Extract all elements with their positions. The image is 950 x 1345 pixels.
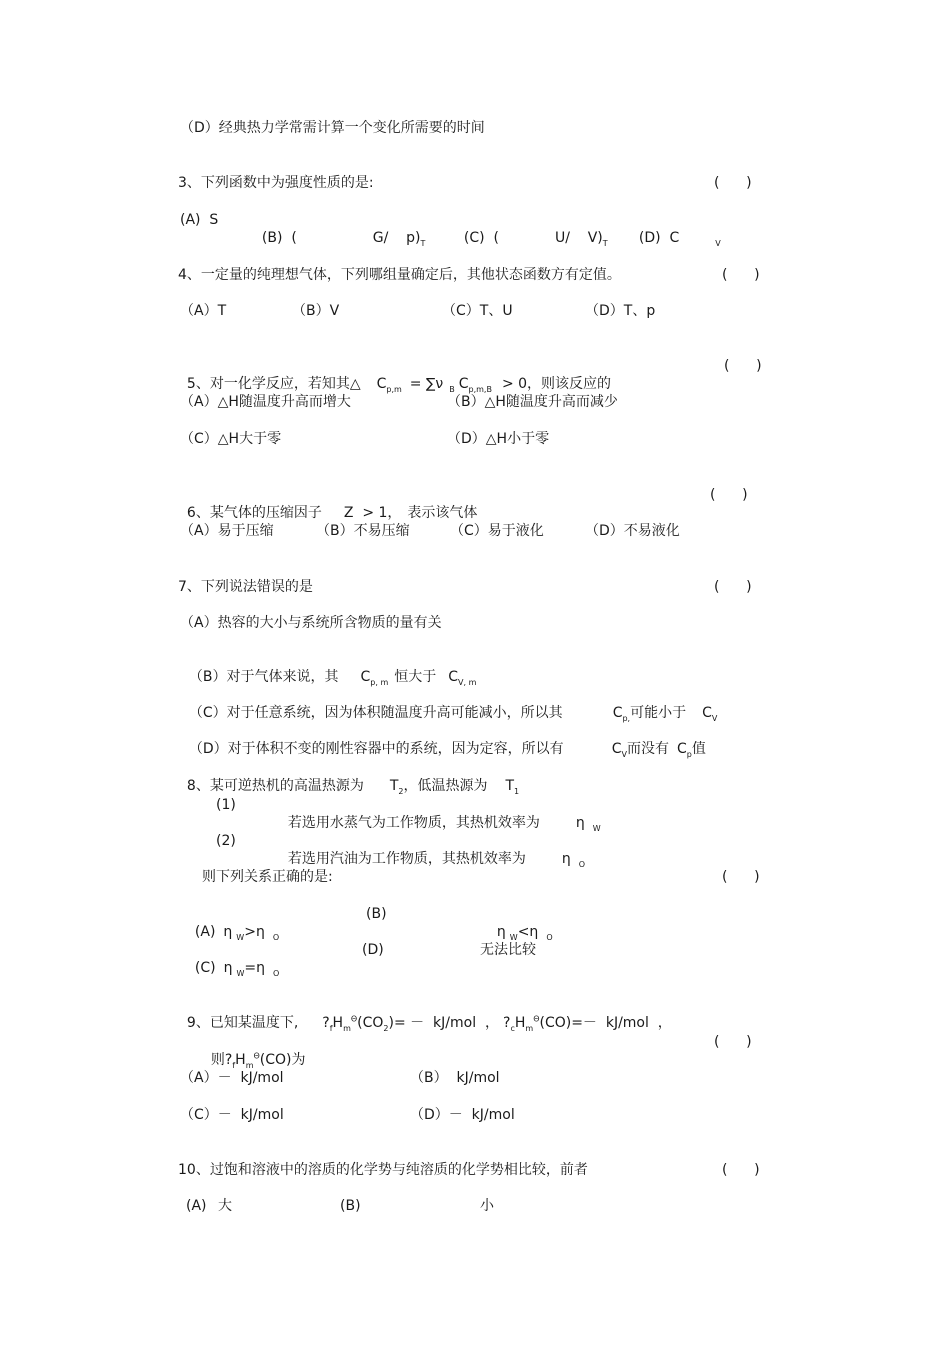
q9-r1: ? <box>322 1015 330 1031</box>
q7-option-b <box>180 650 476 686</box>
q9-r2-sup: Θ <box>533 1014 540 1024</box>
q9-ask-post: (CO)为 <box>259 1052 306 1068</box>
q3-c-pre: (C) ( <box>463 230 499 246</box>
q8-a-rel: >η <box>244 924 265 940</box>
q9-option-a: （A）－ kJ/mol <box>180 1070 284 1086</box>
q10-option-a-label: (A) <box>186 1198 207 1214</box>
q5-cp-sub: p,m <box>386 384 402 394</box>
q5-answer-bracket[interactable]: ( ) <box>724 358 762 374</box>
q8-option-c <box>186 941 279 977</box>
q3-answer-bracket[interactable]: ( ) <box>714 175 752 191</box>
q5-stem-post: > 0，则该反应的 <box>501 376 612 392</box>
q7-stem: 7、下列说法错误的是 <box>178 579 313 595</box>
q8-stem-mid: ，低温热源为 <box>403 778 488 794</box>
q8-sub1-num: (1) <box>216 797 236 813</box>
q9-ask-hsub: m <box>245 1060 254 1070</box>
q7-option-d <box>180 722 706 758</box>
q5-cp: C <box>376 376 387 392</box>
q8-sub2-body: 若选用汽油为工作物质，其热机效率为 <box>287 851 526 867</box>
q10-stem: 10、过饱和溶液中的溶质的化学势与纯溶质的化学势相比较，前者 <box>178 1162 588 1178</box>
q10-answer-bracket[interactable]: ( ) <box>722 1162 760 1178</box>
q8-t2-sub: 2 <box>398 786 404 796</box>
q7-b-pre: （B）对于气体来说，其 <box>188 669 339 685</box>
q7-answer-bracket[interactable]: ( ) <box>714 579 752 595</box>
q5-option-c: （C）△H大于零 <box>180 431 282 447</box>
q3-b-mid: G/ p) <box>372 230 421 246</box>
q7-d-c1-sub: V <box>621 749 627 759</box>
q5-cpb: C <box>458 376 469 392</box>
q9-ask-sup: Θ <box>253 1051 260 1061</box>
q8-a-sub1: W <box>236 932 245 942</box>
q7-option-a: （A）热容的大小与系统所含物质的量有关 <box>180 615 442 631</box>
q8-sub1-eta-sub: W <box>592 823 601 833</box>
q3-c-sub: T <box>602 238 608 248</box>
q6-stem-z: Z > 1， <box>343 505 402 521</box>
q3-option-b <box>253 211 425 247</box>
q9-r1-val: )= － kJ/mol ， <box>388 1015 500 1031</box>
q7-d-pre: （D）对于体积不变的刚性容器中的系统，因为定容，所以有 <box>188 741 564 757</box>
q7-b-c1: C <box>360 669 371 685</box>
q8-b-eta: η <box>496 924 506 940</box>
q8-stem-pre: 8、某可逆热机的高温热源为 <box>186 778 364 794</box>
q6-option-c: （C）易于液化 <box>450 523 544 539</box>
q8-sub1-body: 若选用水蒸气为工作物质，其热机效率为 <box>287 815 540 831</box>
q8-t2: T <box>389 778 399 794</box>
q7-c-c1: C <box>612 705 623 721</box>
q3-option-a: (A) S <box>180 212 219 228</box>
q8-a-label: (A) <box>194 924 216 940</box>
q5-stem-pre: 5、对一化学反应，若知其△ <box>186 376 361 392</box>
q7-d-post: 值 <box>691 741 706 757</box>
q5-eq: = ∑ν <box>409 376 444 392</box>
q8-answer-bracket[interactable]: ( ) <box>722 869 760 885</box>
q7-b-c2-sub: V, m <box>458 677 477 687</box>
q9-r2-h: H <box>514 1015 526 1031</box>
q7-c-c2: C <box>702 705 712 721</box>
q4-option-b: （B）V <box>292 303 340 319</box>
q8-b-sub2: O <box>546 932 553 942</box>
q9-r1-h: H <box>332 1015 344 1031</box>
q6-stem-pre: 6、某气体的压缩因子 <box>186 505 322 521</box>
q9-stem-pre: 9、已知某温度下, <box>186 1015 299 1031</box>
q9-r1-sub: f <box>329 1023 333 1033</box>
q9-r2-hsub: m <box>525 1023 534 1033</box>
q8-c-label: (C) <box>194 960 216 976</box>
q9-r1-co-sub: 2 <box>383 1023 389 1033</box>
q8-ask: 则下列关系正确的是: <box>202 869 333 885</box>
q9-r1-sup: Θ <box>350 1014 358 1024</box>
q8-c-eta: η <box>223 960 233 976</box>
q6-option-a: （A）易于压缩 <box>180 523 274 539</box>
q7-b-c1-sub: p, m <box>370 677 389 687</box>
q8-sub2-text <box>279 832 585 868</box>
q8-stem <box>178 759 519 795</box>
q9-ask-pre: 则? <box>210 1052 233 1068</box>
q7-d-mid: 而没有 <box>626 741 669 757</box>
q9-option-d: （D）－ kJ/mol <box>410 1107 515 1123</box>
q9-option-c: （C）－ kJ/mol <box>180 1107 284 1123</box>
q9-r1-hsub: m <box>343 1023 351 1033</box>
q9-ask-h: H <box>235 1052 246 1068</box>
q7-d-c1: C <box>611 741 622 757</box>
q9-option-b: （B） kJ/mol <box>410 1070 500 1086</box>
q8-option-b-label: (B) <box>366 906 387 922</box>
q8-c-rel: =η <box>244 960 266 976</box>
q6-answer-bracket[interactable]: ( ) <box>710 487 748 503</box>
q7-c-pre: （C）对于任意系统，因为体积随温度升高可能减小，所以其 <box>188 705 563 721</box>
q5-stem <box>178 357 611 393</box>
q4-answer-bracket[interactable]: ( ) <box>722 267 760 283</box>
q9-ask <box>202 1033 306 1069</box>
q8-a-eta: η <box>223 924 233 940</box>
q4-stem: 4、一定量的纯理想气体，下列哪组量确定后，其他状态函数方有定值。 <box>178 267 621 283</box>
q7-option-c <box>180 686 717 722</box>
q8-t1-sub: 1 <box>514 786 520 796</box>
q3-d-sub: V <box>715 238 721 248</box>
q8-sub2-eta-sub: O <box>578 859 586 869</box>
q9-r2: ? <box>503 1015 511 1031</box>
q7-c-c1-sub: p, <box>622 713 631 723</box>
q8-c-sub2: O <box>273 968 280 978</box>
q4-option-c: （C）T、U <box>442 303 513 319</box>
q8-c-sub1: W <box>236 968 245 978</box>
q8-b-rel: <η <box>517 924 539 940</box>
q9-r1-post: (CO <box>357 1015 384 1031</box>
q9-ask-sub: f <box>232 1060 236 1070</box>
q5-option-a: （A）△H随温度升高而增大 <box>180 394 351 410</box>
q3-option-c <box>455 211 608 247</box>
q8-sub1-text <box>279 796 601 832</box>
q7-b-mid: 恒大于 <box>394 669 437 685</box>
q5-option-d: （D）△H小于零 <box>447 431 550 447</box>
q9-r2-val: (CO)=－ kJ/mol ， <box>539 1015 672 1031</box>
q6-stem <box>178 486 477 522</box>
q3-option-d <box>630 211 721 247</box>
q7-d-c2: C <box>676 741 687 757</box>
q6-stem-post: 表示该气体 <box>407 505 478 521</box>
q4-option-d: （D）T、p <box>585 303 656 319</box>
q7-d-c2-sub: p <box>686 749 692 759</box>
q8-option-d: 无法比较 <box>480 942 536 958</box>
q6-option-b: （B）不易压缩 <box>316 523 410 539</box>
q2-option-d: （D）经典热力学常需计算一个变化所需要的时间 <box>180 120 485 136</box>
q4-option-a: （A）T <box>180 303 227 319</box>
q3-b-sub: T <box>420 238 426 248</box>
q10-option-b: 小 <box>480 1198 494 1214</box>
q8-b-sub1: W <box>509 932 518 942</box>
q8-option-d-label: (D) <box>362 942 384 958</box>
q3-stem: 3、下列函数中为强度性质的是: <box>178 175 374 191</box>
q5-option-b: （B）△H随温度升高而减少 <box>447 394 618 410</box>
q8-option-a <box>186 905 279 941</box>
q8-option-b <box>488 905 553 941</box>
q5-cpb-sub: p,m,B <box>468 384 492 394</box>
q9-stem <box>178 996 672 1032</box>
q5-nu-sub: B <box>449 384 455 394</box>
q10-option-a: 大 <box>218 1198 232 1214</box>
q7-c-c2-sub: V <box>711 713 718 723</box>
q8-t1: T <box>505 778 515 794</box>
q3-b-pre: (B) ( <box>261 230 297 246</box>
q3-d-pre: (D) C <box>638 230 680 246</box>
q10-option-b-label: (B) <box>340 1198 361 1214</box>
q6-option-d: （D）不易液化 <box>585 523 680 539</box>
q8-sub1-eta: η <box>575 815 585 831</box>
q9-answer-bracket[interactable]: ( ) <box>714 1034 752 1050</box>
q8-sub2-num: (2) <box>216 833 236 849</box>
q8-a-sub2: O <box>272 932 280 942</box>
q8-sub2-eta: η <box>561 851 571 867</box>
q7-b-c2: C <box>448 669 459 685</box>
q3-c-mid: U/ V) <box>554 230 603 246</box>
q9-r2-sub: c <box>510 1023 515 1033</box>
q7-c-mid: 可能小于 <box>630 705 687 721</box>
